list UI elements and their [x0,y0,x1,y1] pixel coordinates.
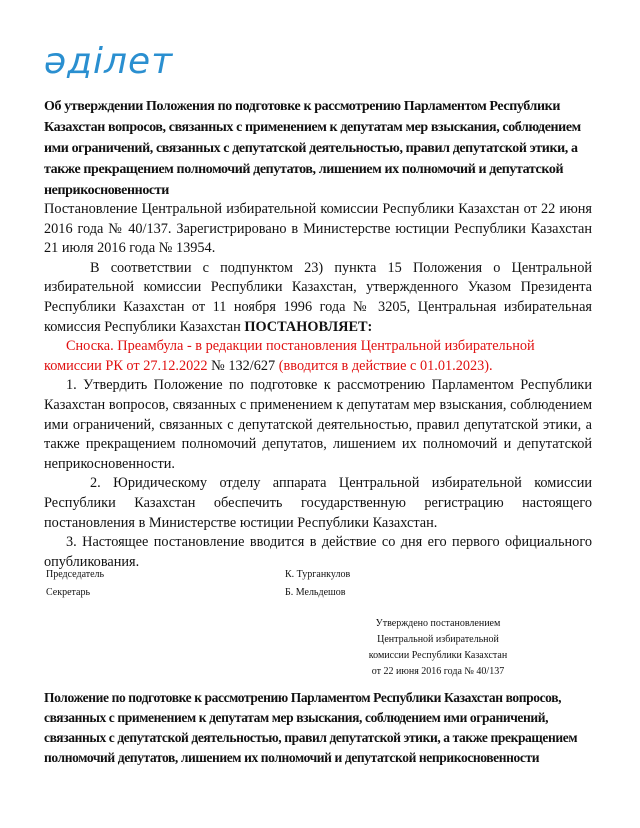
signature-role: Председатель [46,569,105,580]
footnote-effective: (вводится в действие с 01.01.2023). [278,357,493,374]
regulation-title: Положение по подготовке к рассмотрению Парламентом Республики Казахстан вопросов, связанных с применением к депутатам мер взыскания, соблюдением ими ограничений, связанных с депутатской деятельностью, правил депутатской этики, а также прекращением полномочий депутатов, лишением их полномочий и депутатской неприкосновенности [44,690,578,765]
intro-paragraph: Постановление Центральной избирательной комиссии Республики Казахстан от 22 июня 2016 года № 40/137. Зарегистрировано в Министерстве юстиции Республики Казахстан 21 июля 2016 года № 13954. [44,201,592,257]
signature-role: Секретарь [46,587,91,598]
footnote-text: Сноска. Преамбула - в редакции постановления Центральной избирательной комиссии РК от 27.12.2022 [44,338,535,374]
preamble-paragraph [44,259,592,337]
item-3: 3. Настоящее постановление вводится в действие со дня его первого официального опубликования. [44,534,592,570]
approval-block [340,616,536,680]
footnote-link[interactable]: № 132/627 [211,357,276,374]
approval-line: Утверждено постановлением [375,618,501,629]
footnote [44,337,592,376]
logo-text: әділет [44,41,174,82]
preamble-text: В соответствии с подпунктом 23) пункта 15 Положения о Центральной избирательной комиссии Республики Казахстан, утвержденного Указом Президента Республики Казахстан от 11 ноября 1996 года № 3205, Центральная избирательная комиссия Республики Казахстан [44,259,592,335]
adilet-logo[interactable] [44,40,173,84]
approval-line: от 22 июня 2016 года № 40/137 [371,666,505,677]
approval-line: Центральной избирательной [377,634,499,645]
document-title: Об утверждении Положения по подготовке к рассмотрению Парламентом Республики Казахстан вопросов, связанных с применением к депутатам мер взыскания, соблюдением ими ограничений, связанных с депутатской деятельностью, правил депутатской этики, а также прекращением полномочий депутатов, лишением их полномочий и депутатской неприкосновенности [44,99,581,198]
preamble-decree: ПОСТАНОВЛЯЕТ: [244,318,373,335]
signature-name: К. Турганкулов [285,569,351,580]
item-2: 2. Юридическому отделу аппарата Центральной избирательной комиссии Республики Казахстан обеспечить государственную регистрацию настоящего постановления в Министерстве юстиции Республики Казахстан. [44,475,592,531]
signature-name: Б. Мельдешов [285,587,346,598]
document-body [44,200,592,572]
approval-line: комиссии Республики Казахстан [368,650,508,661]
item-1: 1. Утвердить Положение по подготовке к рассмотрению Парламентом Республики Казахстан вопросов, связанных с применением к депутатам мер взыскания, соблюдением ими ограничений, связанных с депутатской деятельностью, правил депутатской этики, а также прекращением полномочий депутатов, лишением их полномочий и депутатской неприкосновенности. [44,377,592,472]
